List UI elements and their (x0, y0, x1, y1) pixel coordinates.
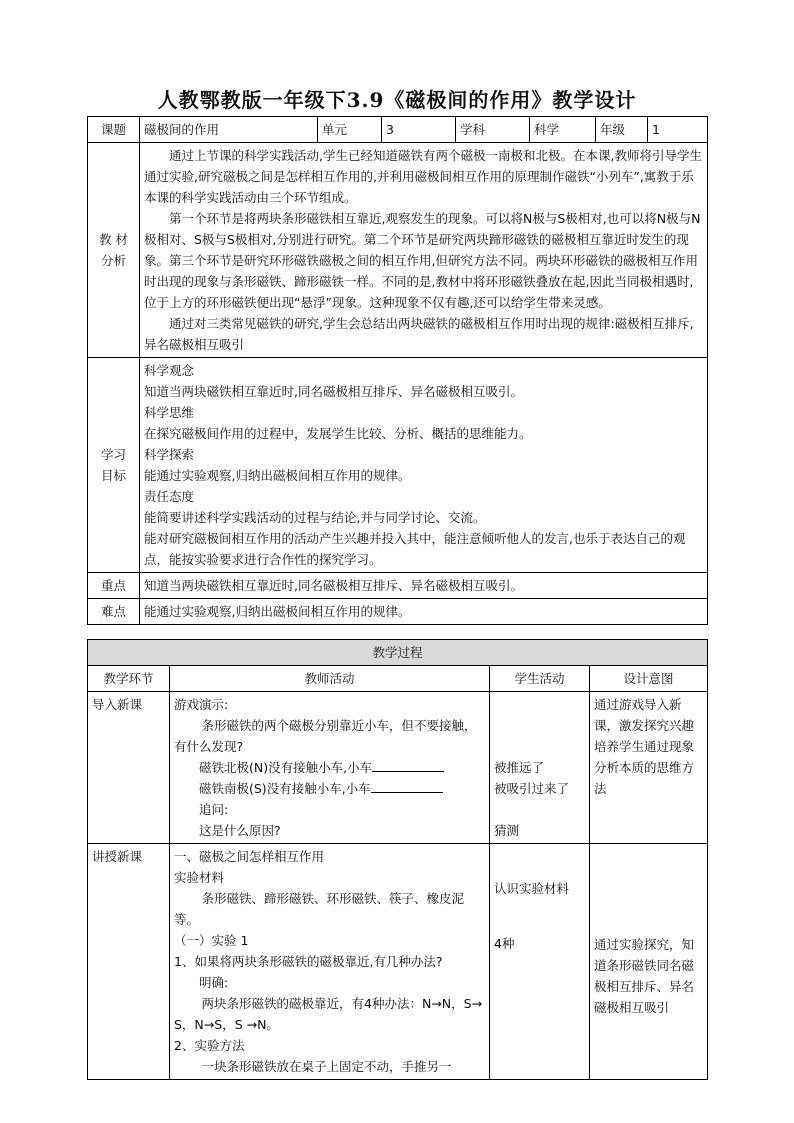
teacher-line: 这是什么原因? (199, 823, 281, 838)
header-student: 学生活动 (490, 666, 590, 692)
material-paragraph: 通过上节课的科学实践活动,学生已经知道磁铁有两个磁极一南极和北极。在本课,教师将引导学生通过实验,研究磁极之间是怎样相互作用的,并利用磁极间相互作用的原理制作磁铁“小列车”,寓教于乐本课的科学实践活动由三个环节组成。 (144, 148, 702, 205)
material-paragraph: 通过对三类常见磁铁的研究,学生会总结出两块磁铁的磁极相互作用时出现的规律:磁极相互排斥,异名磁极相互吸引 (144, 316, 694, 352)
teacher-question: 磁铁北极(N)没有接触小车,小车 (199, 760, 373, 775)
teacher-line (174, 757, 485, 778)
goals-row (88, 358, 708, 573)
grade-label: 年级 (596, 117, 648, 143)
unit-label: 单元 (318, 117, 382, 143)
intro-row (88, 692, 708, 844)
document-title: 人教鄂教版一年级下3.9《磁极间的作用》教学设计 (157, 88, 637, 112)
course-value: 磁极间的作用 (140, 117, 318, 143)
subject-label: 学科 (456, 117, 530, 143)
student-line: 猜测 (494, 823, 520, 838)
material-row (88, 143, 708, 358)
teacher-line: 两块条形磁铁的磁极靠近，有4种办法：N→N，S→S，N→S，S →N。 (174, 996, 483, 1032)
teacher-line: 明确: (199, 975, 229, 990)
teacher-line: （一）实验 1 (174, 933, 249, 948)
intro-student (490, 692, 590, 844)
process-section-row (88, 640, 708, 666)
teacher-line: 条形磁铁的两个磁极分别靠近小车，但不要接触，有什么发现? (174, 718, 477, 754)
header-stage: 教学环节 (88, 666, 170, 692)
teacher-question: 磁铁南极(S)没有接触小车,小车 (199, 781, 371, 796)
teacher-line: 游戏演示: (174, 697, 229, 712)
process-header-row (88, 666, 708, 692)
teacher-line: 1、如果将两块条形磁铁的磁极靠近,有几种办法? (174, 954, 443, 969)
teacher-line: 实验材料 (174, 870, 225, 885)
teacher-line: 2、实验方法 (174, 1038, 245, 1053)
teacher-line: 追问: (199, 802, 229, 817)
grade-value: 1 (648, 117, 708, 143)
intro-intent: 通过游戏导入新课，激发探究兴趣培养学生通过现象分析本质的思维方法 (590, 692, 708, 844)
key-point-label: 重点 (88, 573, 140, 599)
goals-content (140, 358, 708, 573)
goal-line: 能通过实验观察,归纳出磁极间相互作用的规律。 (144, 468, 411, 483)
material-paragraph: 第一个环节是将两块条形磁铁相互靠近,观察发生的现象。可以将N极与S极相对,也可以将N极与N极相对、S极与S极相对,分别进行研究。第二个环节是研究两块蹄形磁铁的磁极相互靠近时发生的现象。第三个环节是研究环形磁铁磁极之间的相互作用,但研究方法不同。两块环形磁铁的磁极相互作用时出现的现象与条形磁铁、蹄形磁铁一样。不同的是,教材中将环形磁铁叠放在起,因此当同极相遇时,位于上方的环形磁铁便出现“悬浮”现象。这种现象不仅有趣,还可以给学生带来灵感。 (144, 211, 701, 310)
lecture-student (490, 844, 590, 1080)
intro-teacher (170, 692, 490, 844)
intro-stage: 导入新课 (88, 692, 170, 844)
subject-value: 科学 (530, 117, 596, 143)
goal-heading: 责任态度 (144, 489, 195, 504)
material-content (140, 143, 708, 358)
teacher-line: 条形磁铁、蹄形磁铁、环形磁铁、筷子、橡皮泥等。 (174, 891, 465, 927)
student-line: 被吸引过来了 (494, 781, 570, 796)
goal-heading: 科学思维 (144, 405, 195, 420)
goal-line: 能简要讲述科学实践活动的过程与结论,并与同学讨论、交流。 (144, 510, 486, 525)
key-point-text: 知道当两块磁铁相互靠近时,同名磁极相互排斥、异名磁极相互吸引。 (140, 573, 708, 599)
student-line: 认识实验材料 (494, 881, 570, 896)
info-table (87, 116, 708, 625)
unit-value: 3 (382, 117, 456, 143)
course-label: 课题 (88, 117, 140, 143)
info-row (88, 117, 708, 143)
teacher-line: 一、磁极之间怎样相互作用 (174, 849, 325, 864)
goal-heading: 科学探索 (144, 447, 195, 462)
lecture-intent (590, 844, 708, 1080)
header-intent: 设计意图 (590, 666, 708, 692)
intent-text: 通过实验探究，知道条形磁铁同名磁极相互排斥、异名磁极相互吸引 (594, 937, 695, 1015)
difficulty-text: 能通过实验观察,归纳出磁极间相互作用的规律。 (140, 599, 708, 625)
goal-line: 在探究磁极间作用的过程中，发展学生比较、分析、概括的思维能力。 (144, 426, 532, 441)
lecture-teacher (170, 844, 490, 1080)
teacher-line: 一块条形磁铁放在桌子上固定不动，手推另一 (201, 1059, 452, 1074)
student-line: 被推远了 (494, 760, 545, 775)
key-point-row (88, 573, 708, 599)
goal-line: 知道当两块磁铁相互靠近时,同名磁极相互排斥、异名磁极相互吸引。 (144, 384, 523, 399)
difficulty-row (88, 599, 708, 625)
header-teacher: 教师活动 (170, 666, 490, 692)
process-section-title: 教学过程 (88, 640, 708, 666)
lecture-row (88, 844, 708, 1080)
goals-label: 学习 目标 (88, 358, 140, 573)
lecture-stage: 讲授新课 (88, 844, 170, 1080)
teacher-line (174, 778, 485, 799)
process-table (87, 639, 708, 1080)
goal-line: 能对研究磁极间相互作用的活动产生兴趣并投入其中，能注意倾听他人的发言,也乐于表达自己的观点，能按实验要求进行合作性的探究学习。 (144, 531, 686, 567)
answer-blank (372, 757, 444, 772)
goal-heading: 科学观念 (144, 363, 195, 378)
student-line: 4种 (494, 936, 515, 951)
material-label: 教 材 分析 (88, 143, 140, 358)
answer-blank (371, 778, 443, 793)
difficulty-label: 难点 (88, 599, 140, 625)
